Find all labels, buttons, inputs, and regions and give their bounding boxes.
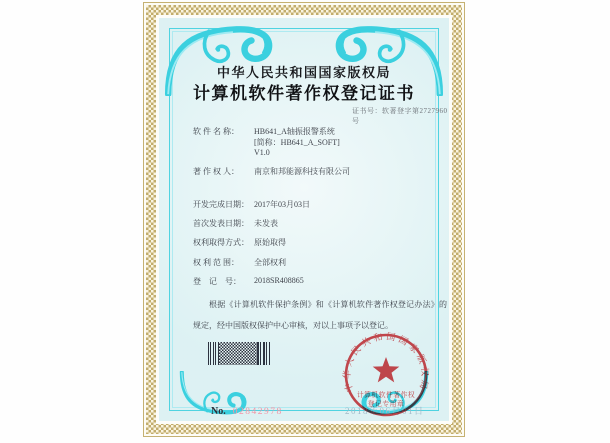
field-value: 2018SR408865 bbox=[254, 276, 304, 285]
barcode-left-bars bbox=[208, 342, 219, 365]
field-label: 登 记 号： bbox=[193, 277, 241, 286]
field-value: 原始取得 bbox=[254, 238, 286, 247]
issue-date: 2018年06月01日 bbox=[345, 406, 425, 416]
official-seal bbox=[336, 325, 436, 421]
field-copyright-owner bbox=[159, 166, 350, 202]
seal-ring-text: 中华人民共和国国家版权局 bbox=[341, 331, 431, 394]
barcode-image bbox=[208, 342, 270, 365]
field-label: 权利取得方式： bbox=[193, 238, 249, 247]
field-value: [简称：HB641_A_SOFT] bbox=[254, 138, 340, 147]
serial-number: 02842978 bbox=[232, 407, 283, 417]
field-label: 开发完成日期： bbox=[193, 200, 249, 209]
seal-text-line1: 计算机软件著作权 bbox=[356, 392, 416, 399]
field-value: HB641_A轴振报警系统 bbox=[254, 127, 335, 136]
seal-text-line2: 登记专用章 bbox=[367, 401, 405, 408]
barcode-right-bars bbox=[257, 342, 270, 365]
field-value: 2017年03月03日 bbox=[254, 200, 310, 209]
certificate-number-label: 证书号： bbox=[352, 107, 382, 115]
field-registration-number bbox=[159, 276, 304, 312]
field-value: 未发表 bbox=[254, 219, 278, 228]
field-label: 权 利 范 围： bbox=[193, 258, 239, 267]
field-value: V1.0 bbox=[254, 148, 270, 157]
certificate-panel bbox=[159, 18, 449, 421]
field-label: 软 件 名 称： bbox=[193, 127, 239, 136]
serial-label: No. bbox=[211, 406, 226, 417]
certificate-number-value: 软著登字第2727960号 bbox=[352, 107, 448, 125]
field-label: 著 作 权 人： bbox=[193, 167, 239, 176]
seal-star-icon bbox=[373, 357, 400, 382]
barcode-center-pattern bbox=[219, 342, 257, 365]
issuer-title: 中华人民共和国国家版权局 bbox=[216, 65, 391, 80]
certificate-number-line bbox=[352, 106, 449, 126]
field-value: 全部权利 bbox=[254, 258, 286, 267]
serial-number-line bbox=[211, 406, 283, 417]
field-value: 南京和邦能源科技有限公司 bbox=[254, 167, 350, 176]
registration-statement: 根据《计算机软件保护条例》和《计算机软件著作权登记办法》的规定，经中国版权保护中心审核，对以上事项予以登记。 bbox=[193, 300, 447, 330]
field-label: 首次发表日期： bbox=[193, 219, 249, 228]
certificate bbox=[143, 2, 465, 437]
certificate-title: 计算机软件著作权登记证书 bbox=[193, 84, 415, 103]
